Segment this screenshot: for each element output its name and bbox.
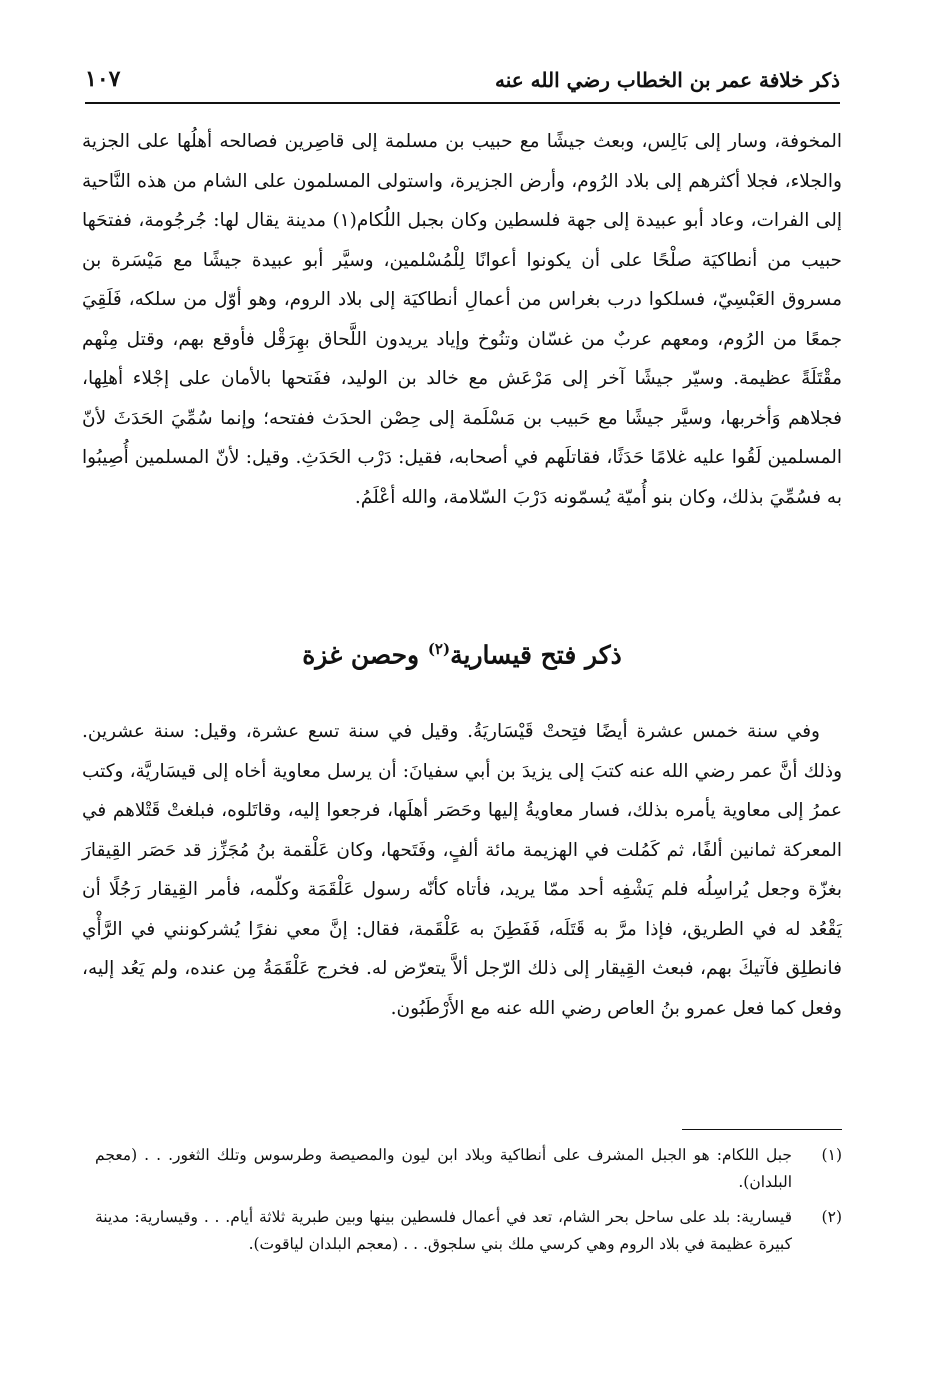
section-title xyxy=(82,640,842,669)
footnote-number: (٢) xyxy=(821,1208,842,1226)
footnote-item xyxy=(95,1204,842,1258)
footnote-item xyxy=(95,1142,842,1196)
section-title-footnote-marker: (٢) xyxy=(427,640,451,658)
footnotes-list xyxy=(95,1142,842,1266)
intro-paragraph: المخوفة، وسار إلى بَالِس، وبعث جيشًا مع حبيب بن مسلمة إلى قاصِرين فصالحه أهلُها على الجزية والجلاء، فجلا أكثرهم إلى بلاد الرُوم، وأرض الجزيرة، واستولى المسلمون على الشام من هذه النَّاحية إلى الفرات، وعاد أبو عبيدة إلى جهة فلسطين وكان بجبل اللُكام(١) مدينة يقال لها: جُرجُومة، ففتحَها حبيب من أنطاكيَة صلْحًا على أن يكونوا أعوانًا لِلْمُسْلمين، وسيَّر أبو عبيدة جيشًا مع مَيْسَرة بن مسروق العَبْسِيّ، فسلكوا درب بغراس من أعمالِ أنطاكيَة إلى بلاد الروم، وهو أوّل من سلكه، فَلَقِيَ جمعًا من الرُوم، ومعهم عربٌ من غسّان وتنُوخ وإياد يريدون اللَّحاق بهِرَقْل فأوقع بهم، وقتل مِنْهم مقْتَلَةً عظيمة. وسيّر جيشًا آخر إلى مَرْعَش مع خالد بن الوليد، ففَتحها بالأمان على إجْلاء أهلِها، فجلاهم وَأخربها، وسيَّر جيشًا مع حَبيب بن مَسْلَمة إلى حِصْن الحدَث ففتحه؛ وإنما سُمِّيَ الحَدَثَ لأنّ المسلمين لَقُوا عليه غلامًا حَدَثًا، فقاتلَهم في أصحابه، فقيل: دَرْب الحَدَثِ. وقيل: لأنّ المسلمين أُصِيبُوا به فسُمِّيَ بذلك، وكان بنو أُميّة يُسمّونه دَرْبَ السّلامة، والله أعْلَمُ. xyxy=(82,131,843,508)
footnote-number: (١) xyxy=(821,1146,842,1164)
section-paragraph: وفي سنة خمس عشرة أيضًا فتِحتْ قَيْسَاريَةُ. وقيل في سنة تسع عشرة، وقيل: سنة عشرين. وذلك أنَّ عمر رضي الله عنه كتبَ إلى يزيدَ بن أبي سفيانَ: أن يرسل معاوية أخاه إلى قيسَاريَّة، وكتب عمرُ إلى معاوية يأمره بذلك، فسار معاويةُ إليها وحَصَر أهلَها، فرجعوا إليه، وقاتَلوه، فبلغتْ قَتْلاهم في المعركة ثمانين ألفًا، ثم كَمُلت في الهزيمة مائة ألفٍ، وفَتَحها، وكان عَلْقمة بنُ مُجَزِّز قد حَصَر القِيقارَ بغزّة وجعل يُراسِلُه فلم يَشْفِه أحد ممّا يريد، فأتاه كأنّه رسول عَلْقَمَة وكلّمه، فأمر القِيقار رَجُلًا أن يَقْعُد له في الطريق، فإذا مرَّ به قَتَلَه، فَفَطِنَ به عَلْقَمة، فقال: إنَّ معي نفرًا يُشركونني في الرَّأْي فانطلِق فآتيكَ بهم، فبعث القِيقار إلى ذلك الرّجل ألاَّ يتعرّض له. فخرج عَلْقَمَةُ مِن عنده، ولم يَعُد إليه، وفعل كما فعل عمرو بنُ العاص رضي الله عنه مع الأَرْطَبُون. xyxy=(82,721,842,1019)
footnote-text: جبل اللكام: هو الجبل المشرف على أنطاكية وبلاد ابن ليون والمصيصة وطرسوس وتلك الثغور. . . (معجم البلدان). xyxy=(95,1146,792,1191)
page-number: ١٠٧ xyxy=(85,66,121,92)
footnote-text: قيسارية: بلد على ساحل بحر الشام، تعد في أعمال فلسطين بينها وبين طبرية ثلاثة أيام. . . وقيسارية: مدينة كبيرة عظيمة في بلاد الروم وهي كرسي ملك بني سلجوق. . . (معجم البلدان لياقوت). xyxy=(95,1208,792,1253)
section-title-rest: وحصن غزة xyxy=(302,640,428,670)
running-title: ذكر خلافة عمر بن الخطاب رضي الله عنه xyxy=(495,68,840,92)
footnote-divider xyxy=(682,1129,842,1130)
running-header xyxy=(85,62,840,104)
section-title-main: ذكر فتح قيسارية xyxy=(450,640,622,670)
